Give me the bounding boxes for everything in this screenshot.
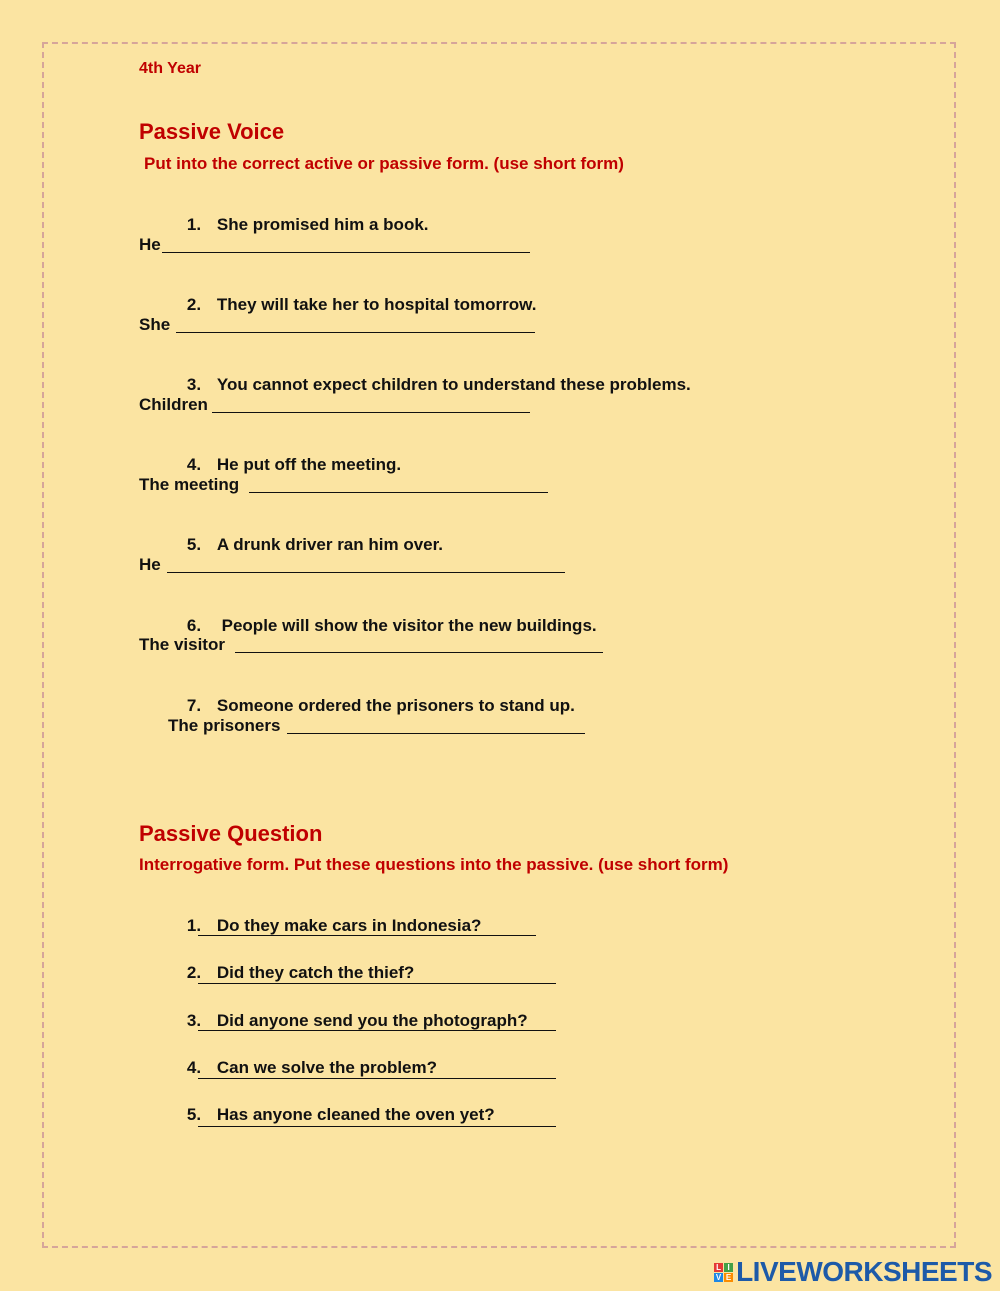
question-number: 3. bbox=[186, 375, 202, 394]
question-number: 4. bbox=[186, 455, 202, 474]
question-number: 7. bbox=[186, 696, 202, 715]
question-text: Has anyone cleaned the oven yet? bbox=[216, 1105, 495, 1124]
question-text: They will take her to hospital tomorrow. bbox=[216, 295, 537, 314]
question-number: 2. bbox=[186, 963, 202, 982]
section2-title: Passive Question bbox=[139, 821, 323, 846]
section2-instruction: Interrogative form. Put these questions into the passive. (use short form) bbox=[139, 855, 729, 874]
question-text: A drunk driver ran him over. bbox=[216, 535, 444, 554]
answer-line[interactable] bbox=[249, 492, 548, 493]
question-text: People will show the visitor the new buildings. bbox=[216, 616, 597, 635]
question-text: Can we solve the problem? bbox=[216, 1058, 438, 1077]
question-item bbox=[168, 275, 537, 335]
section1-title: Passive Voice bbox=[139, 119, 285, 144]
question-number: 5. bbox=[186, 535, 202, 554]
question-number: 6. bbox=[186, 616, 202, 635]
answer-line[interactable] bbox=[235, 652, 603, 653]
logo-text: LIVEWORKSHEETS bbox=[736, 1256, 992, 1287]
answer-line[interactable] bbox=[198, 983, 556, 984]
answer-label: She bbox=[139, 315, 171, 334]
question-text: Did anyone send you the photograph? bbox=[216, 1011, 528, 1030]
answer-line[interactable] bbox=[198, 1126, 556, 1127]
question-item bbox=[168, 596, 597, 656]
question-number: 2. bbox=[186, 295, 202, 314]
liveworksheets-logo[interactable] bbox=[714, 1257, 992, 1287]
question-item bbox=[168, 1085, 495, 1145]
answer-line[interactable] bbox=[198, 1078, 556, 1079]
question-number: 5. bbox=[186, 1105, 202, 1124]
answer-label: The visitor bbox=[139, 635, 225, 654]
answer-label: He bbox=[139, 235, 161, 254]
answer-line[interactable] bbox=[167, 572, 565, 573]
answer-label: Children bbox=[139, 395, 208, 414]
question-number: 4. bbox=[186, 1058, 202, 1077]
answer-line[interactable] bbox=[212, 412, 530, 413]
question-text: You cannot expect children to understand these problems. bbox=[216, 375, 691, 394]
question-number: 1. bbox=[186, 916, 202, 935]
logo-icon: L I V E bbox=[715, 1262, 732, 1282]
question-text: Do they make cars in Indonesia? bbox=[216, 916, 482, 935]
answer-line[interactable] bbox=[198, 1030, 556, 1031]
question-item bbox=[168, 195, 429, 255]
answer-line[interactable] bbox=[198, 935, 536, 936]
answer-line[interactable] bbox=[176, 332, 535, 333]
answer-label: The meeting bbox=[139, 475, 240, 494]
question-number: 1. bbox=[186, 215, 202, 234]
question-item bbox=[168, 355, 691, 415]
question-text: Did they catch the thief? bbox=[216, 963, 415, 982]
question-text: She promised him a book. bbox=[216, 215, 429, 234]
answer-line[interactable] bbox=[162, 252, 530, 253]
answer-line[interactable] bbox=[287, 733, 585, 734]
question-text: He put off the meeting. bbox=[216, 455, 402, 474]
question-item bbox=[168, 515, 443, 575]
question-number: 3. bbox=[186, 1011, 202, 1030]
year-label: 4th Year bbox=[139, 60, 201, 77]
question-text: Someone ordered the prisoners to stand up. bbox=[216, 696, 575, 715]
section1-instruction: Put into the correct active or passive form. (use short form) bbox=[144, 154, 624, 173]
answer-label: The prisoners bbox=[168, 716, 281, 735]
answer-label: He bbox=[139, 555, 161, 574]
